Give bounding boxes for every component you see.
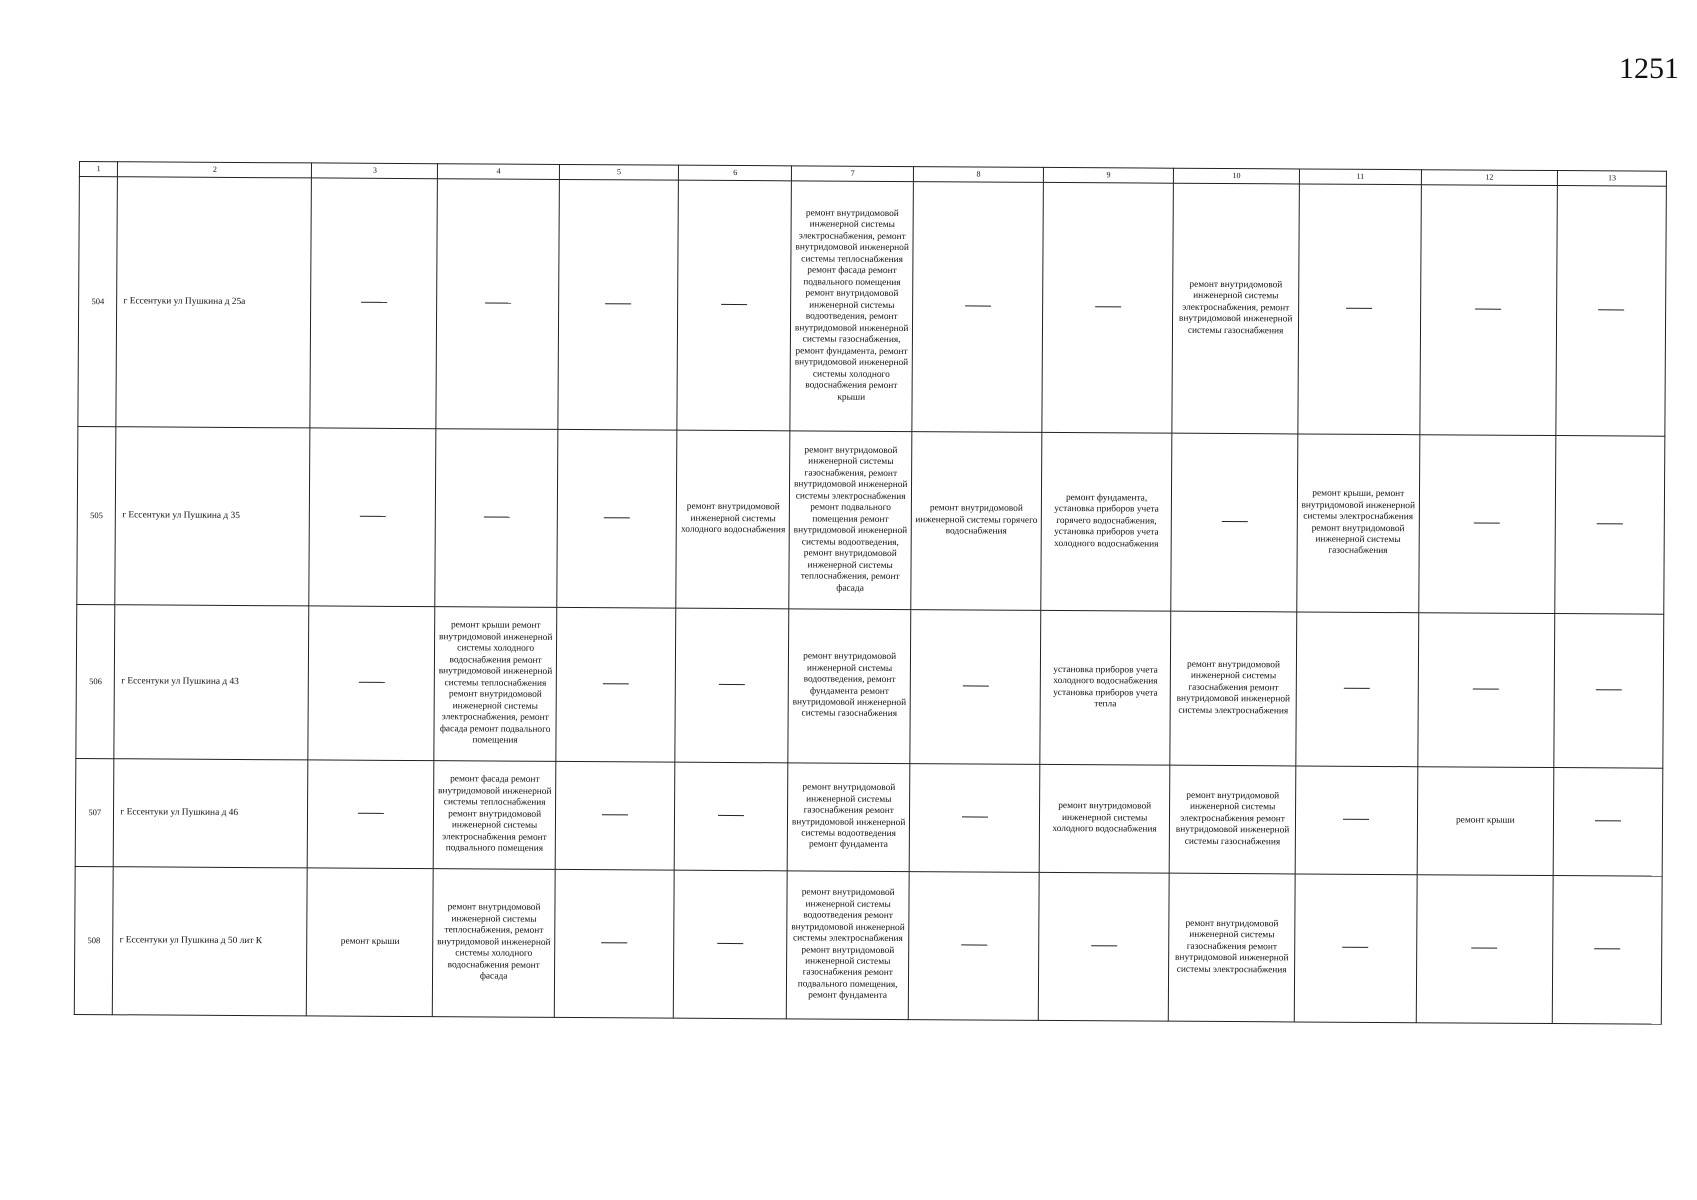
- column-header: 2: [118, 162, 312, 178]
- empty-cell: [1555, 436, 1665, 615]
- row-number: 505: [77, 426, 116, 604]
- dash-mark: [962, 686, 988, 687]
- address-cell: г Ессентуки ул Пушкина д 25а: [116, 177, 312, 428]
- work-description-cell: ремонт внутридомовой инженерной системы холодного водоснабжения: [676, 430, 790, 609]
- empty-cell: [309, 428, 436, 607]
- address-cell: г Ессентуки ул Пушкина д 35: [115, 427, 310, 606]
- empty-cell: [1556, 186, 1666, 437]
- dash-mark: [359, 682, 385, 683]
- column-header: 6: [679, 165, 792, 181]
- empty-cell: [908, 872, 1039, 1021]
- table-row: [74, 866, 1662, 1024]
- dash-mark: [1221, 521, 1247, 522]
- work-description-cell: ремонт внутридомовой инженерной системы газоснабжения ремонт внутридомовой инженерной системы водоотведения ремонт фундамента: [788, 763, 910, 872]
- empty-cell: [1419, 185, 1557, 436]
- table-body: [74, 177, 1666, 1025]
- dash-mark: [718, 815, 744, 816]
- empty-cell: [1295, 766, 1417, 875]
- work-description-cell: ремонт крыши: [307, 868, 434, 1017]
- dash-mark: [601, 942, 627, 943]
- work-description-cell: ремонт внутридомовой инженерной системы электроснабжения ремонт внутридомовой инженерной системы газоснабжения: [1169, 765, 1296, 874]
- empty-cell: [555, 761, 675, 870]
- dash-mark: [1597, 523, 1623, 524]
- row-number: 504: [78, 177, 118, 427]
- dash-mark: [358, 813, 384, 814]
- dash-mark: [1598, 309, 1624, 310]
- empty-cell: [1171, 433, 1298, 612]
- work-description-cell: установка приборов учета холодного водоснабжения установка приборов учета тепла: [1040, 610, 1171, 765]
- row-number: 508: [74, 866, 113, 1014]
- work-description-cell: ремонт крыши ремонт внутридомовой инженерной системы холодного водоснабжения ремонт внутридомовой инженерной системы теплоснабжения ремонт внутридомовой инженерной системы электроснабжения, ремонт фасада ремонт подвального помещения: [434, 607, 557, 762]
- empty-cell: [554, 869, 674, 1018]
- work-description-cell: ремонт крыши, ремонт внутридомовой инженерной системы электроснабжения ремонт внутридомовой инженерной системы газоснабжения: [1297, 434, 1420, 613]
- column-header: 1: [79, 162, 117, 177]
- dash-mark: [602, 814, 628, 815]
- empty-cell: [308, 606, 435, 761]
- table-row: [75, 758, 1663, 876]
- empty-cell: [909, 764, 1040, 873]
- dash-mark: [1596, 689, 1622, 690]
- table-row: [77, 426, 1665, 614]
- work-description-cell: ремонт внутридомовой инженерной системы электроснабжения, ремонт внутридомовой инженерной системы газоснабжения: [1172, 183, 1299, 434]
- dash-mark: [1472, 948, 1498, 949]
- empty-cell: [308, 760, 435, 869]
- address-cell: г Ессентуки ул Пушкина д 50 лит К: [113, 867, 308, 1016]
- empty-cell: [1298, 184, 1421, 435]
- empty-cell: [557, 429, 678, 608]
- dash-mark: [1594, 948, 1620, 949]
- dash-mark: [1346, 308, 1372, 309]
- work-description-cell: ремонт внутридомовой инженерной системы теплоснабжения, ремонт внутридомовой инженерной системы холодного водоснабжения ремонт фасада: [433, 869, 555, 1018]
- column-header: 4: [438, 164, 560, 180]
- dash-mark: [1344, 688, 1370, 689]
- empty-cell: [436, 179, 559, 430]
- empty-cell: [1038, 872, 1169, 1021]
- dash-mark: [1091, 945, 1117, 946]
- column-header: 3: [312, 163, 438, 179]
- dash-mark: [483, 517, 509, 518]
- work-description-cell: ремонт внутридомовой инженерной системы холодного водоснабжения: [1039, 764, 1170, 873]
- empty-cell: [1296, 612, 1419, 767]
- empty-cell: [910, 610, 1041, 765]
- empty-cell: [674, 870, 788, 1019]
- work-description-cell: ремонт внутридомовой инженерной системы водоотведения, ремонт фундамента ремонт внутридомовой инженерной системы газоснабжения: [788, 609, 911, 764]
- column-header: 12: [1421, 170, 1558, 186]
- empty-cell: [675, 762, 789, 871]
- empty-cell: [1553, 768, 1663, 877]
- work-description-cell: ремонт внутридомовой инженерной системы водоотведения ремонт внутридомовой инженерной системы электроснабжения ремонт внутридомовой инженерной системы газоснабжения ремонт подвального помещения, ремонт фундамента: [787, 871, 909, 1020]
- repair-schedule-table: [74, 161, 1667, 1025]
- dash-mark: [1595, 820, 1621, 821]
- dash-mark: [361, 302, 387, 303]
- column-header: 10: [1174, 168, 1300, 184]
- dash-mark: [1474, 523, 1500, 524]
- row-number: 506: [76, 604, 115, 758]
- dash-mark: [1475, 309, 1501, 310]
- empty-cell: [1552, 876, 1662, 1025]
- dash-mark: [718, 943, 744, 944]
- table-row: [78, 177, 1666, 437]
- dash-mark: [1343, 819, 1369, 820]
- dash-mark: [965, 306, 991, 307]
- page-number: 1251: [1619, 52, 1679, 85]
- address-cell: г Ессентуки ул Пушкина д 43: [114, 605, 309, 760]
- work-description-cell: ремонт внутридомовой инженерной системы газоснабжения ремонт внутридомовой инженерной системы электроснабжения: [1170, 611, 1297, 766]
- work-description-cell: ремонт внутридомовой инженерной системы электроснабжения, ремонт внутридомовой инженерной системы теплоснабжения ремонт фасада ремонт подвального помещения ремонт внутридомовой инженерной системы водоотведения, ремонт внутридомовой инженерной системы газоснабжения, ремонт фундамента, ремонт внутридомовой инженерной системы холодного водоснабжения ремонт крыши: [790, 181, 913, 432]
- schedule-sheet: [73, 161, 1667, 1106]
- empty-cell: [556, 607, 676, 762]
- table-row: [76, 604, 1664, 768]
- empty-cell: [1294, 874, 1416, 1023]
- column-header: 13: [1558, 171, 1667, 187]
- column-header: 8: [913, 167, 1043, 183]
- empty-cell: [677, 180, 792, 431]
- empty-cell: [1554, 614, 1664, 769]
- work-description-cell: ремонт фундамента, установка приборов учета горячего водоснабжения, установка приборов учета холодного водоснабжения: [1041, 432, 1172, 611]
- column-header: 5: [559, 164, 679, 180]
- empty-cell: [675, 608, 789, 763]
- dash-mark: [1473, 689, 1499, 690]
- dash-mark: [1095, 306, 1121, 307]
- dash-mark: [721, 304, 747, 305]
- empty-cell: [1417, 613, 1554, 768]
- dash-mark: [961, 945, 987, 946]
- work-description-cell: ремонт крыши: [1417, 767, 1554, 876]
- column-header: 9: [1043, 167, 1173, 183]
- address-cell: г Ессентуки ул Пушкина д 46: [114, 759, 309, 868]
- empty-cell: [1418, 435, 1556, 614]
- row-number: 507: [75, 758, 114, 866]
- empty-cell: [1042, 182, 1174, 433]
- empty-cell: [435, 429, 558, 608]
- dash-mark: [1343, 947, 1369, 948]
- dash-mark: [719, 684, 745, 685]
- empty-cell: [310, 178, 437, 429]
- empty-cell: [912, 182, 1044, 433]
- column-header: 7: [792, 166, 914, 182]
- empty-cell: [1416, 875, 1553, 1024]
- column-header: 11: [1299, 169, 1421, 185]
- work-description-cell: ремонт внутридомовой инженерной системы горячего водоснабжения: [911, 432, 1042, 611]
- dash-mark: [485, 303, 511, 304]
- dash-mark: [604, 517, 630, 518]
- work-description-cell: ремонт фасада ремонт внутридомовой инженерной системы теплоснабжения ремонт внутридомовой инженерной системы электроснабжения ремонт подвального помещения: [434, 761, 556, 870]
- empty-cell: [558, 179, 679, 430]
- work-description-cell: ремонт внутридомовой инженерной системы газоснабжения ремонт внутридомовой инженерной системы электроснабжения: [1168, 873, 1295, 1022]
- work-description-cell: ремонт внутридомовой инженерной системы газоснабжения, ремонт внутридомовой инженерной системы электроснабжения ремонт подвального помещения ремонт внутридомовой инженерной системы водоотведения, ремонт внутридомовой инженерной системы теплоснабжения, ремонт фасада: [789, 431, 912, 610]
- dash-mark: [605, 303, 631, 304]
- dash-mark: [962, 817, 988, 818]
- dash-mark: [603, 683, 629, 684]
- dash-mark: [360, 516, 386, 517]
